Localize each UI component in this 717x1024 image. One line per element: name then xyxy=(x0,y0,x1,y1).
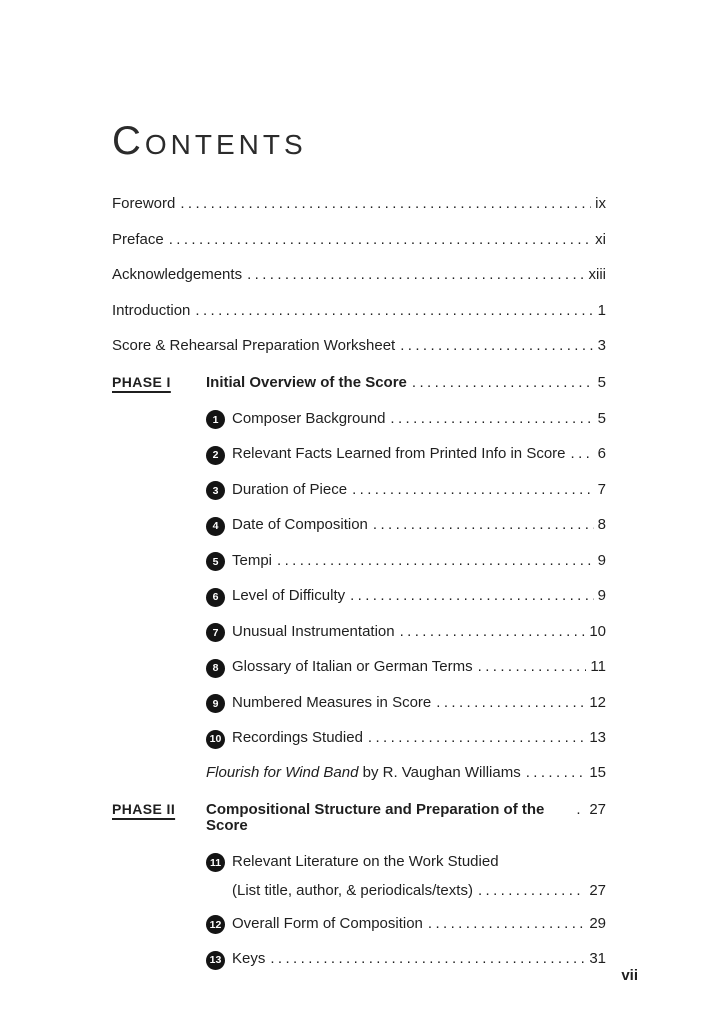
toc-item-page: 29 xyxy=(589,914,606,932)
item-number-badge: 13 xyxy=(206,951,225,970)
work-title-rest: by R. Vaughan Williams xyxy=(358,764,521,781)
toc-item-label: Unusual Instrumentation xyxy=(232,622,395,640)
item-number-badge: 5 xyxy=(206,552,225,571)
toc-item-label: Tempi xyxy=(232,551,273,569)
toc-entry-label: Acknowledgements xyxy=(112,266,243,283)
item-number-badge: 2 xyxy=(206,446,225,465)
toc-item-page: 9 xyxy=(597,551,606,569)
toc-item-label: Keys xyxy=(232,950,266,967)
toc-entry-label: Foreword xyxy=(112,195,176,212)
toc-entry-acknowledgements xyxy=(112,267,606,283)
toc-item-10 xyxy=(206,730,606,749)
toc-item-page: 8 xyxy=(597,516,606,533)
item-number-badge: 12 xyxy=(206,915,225,934)
toc-item-label: Composer Background xyxy=(232,409,386,427)
toc-item-label-line2: (List title, author, & periodicals/texts) xyxy=(232,881,473,899)
toc-item-page: 27 xyxy=(589,881,606,899)
toc-item-label: Numbered Measures in Score xyxy=(232,693,432,711)
toc-entry-page: xiii xyxy=(588,266,606,283)
toc-item-8 xyxy=(206,659,606,678)
item-number-badge: 10 xyxy=(206,730,225,749)
dot-leader xyxy=(573,802,585,818)
toc-item-page: 13 xyxy=(589,729,606,746)
item-number-badge: 7 xyxy=(206,623,225,642)
toc-entry-page: ix xyxy=(595,195,606,212)
dot-leader xyxy=(397,624,586,640)
item-number-badge: 3 xyxy=(206,481,225,500)
toc-item-9 xyxy=(206,694,606,713)
toc-entry-page: 1 xyxy=(597,301,606,319)
toc-entry-page: 15 xyxy=(589,764,606,781)
dot-leader xyxy=(433,695,585,711)
toc-item-page: 5 xyxy=(597,409,606,427)
toc-item-label: Glossary of Italian or German Terms xyxy=(232,658,473,675)
dot-leader xyxy=(347,588,594,604)
toc-entry-label: Introduction xyxy=(112,301,191,319)
toc-item-5 xyxy=(206,552,606,571)
dot-leader xyxy=(425,916,585,932)
toc-item-page: 12 xyxy=(589,693,606,711)
toc-entry-introduction xyxy=(112,303,606,319)
phase-2-page: 27 xyxy=(589,800,606,818)
item-number-badge: 1 xyxy=(206,410,225,429)
toc-item-body xyxy=(232,854,606,899)
toc-item-label-line2-row xyxy=(232,883,606,899)
toc-entry-label: Preface xyxy=(112,230,164,248)
toc-item-page: 31 xyxy=(589,950,606,967)
item-number-badge: 11 xyxy=(206,853,225,872)
toc-item-page: 7 xyxy=(597,480,606,498)
dot-leader xyxy=(166,232,591,248)
item-number-badge: 8 xyxy=(206,659,225,678)
toc-item-page: 6 xyxy=(597,445,606,462)
dot-leader xyxy=(568,446,594,462)
item-number-badge: 9 xyxy=(206,694,225,713)
toc-item-3 xyxy=(206,481,606,500)
toc-item-1 xyxy=(206,410,606,429)
dot-leader xyxy=(267,951,585,967)
toc-entry-work-studied xyxy=(206,765,606,781)
dot-leader xyxy=(349,482,594,498)
dot-leader xyxy=(370,517,594,533)
table-of-contents xyxy=(112,196,606,970)
phase-1-page: 5 xyxy=(597,373,606,391)
dot-leader xyxy=(523,765,586,781)
toc-item-7 xyxy=(206,623,606,642)
item-number-badge: 4 xyxy=(206,517,225,536)
dot-leader xyxy=(274,553,594,569)
toc-item-label: Recordings Studied xyxy=(232,729,363,746)
dot-leader xyxy=(244,267,584,283)
dot-leader xyxy=(475,659,587,675)
work-title-italic: Flourish for Wind Band xyxy=(206,764,359,781)
phase-2-title-row xyxy=(206,802,606,834)
toc-item-12 xyxy=(206,915,606,934)
page-number: vii xyxy=(621,967,638,984)
toc-item-label: Overall Form of Composition xyxy=(232,914,423,932)
dot-leader xyxy=(365,730,585,746)
dot-leader xyxy=(192,303,593,319)
phase-1-label: PHASE I xyxy=(112,373,171,390)
toc-phase-1 xyxy=(112,374,606,391)
toc-item-13 xyxy=(206,951,606,970)
toc-item-4 xyxy=(206,517,606,536)
dot-leader xyxy=(409,375,594,391)
toc-item-2 xyxy=(206,446,606,465)
phase-1-title-row xyxy=(206,375,606,391)
toc-item-6 xyxy=(206,588,606,607)
dot-leader xyxy=(387,411,593,427)
dot-leader xyxy=(397,338,593,354)
toc-phase-2 xyxy=(112,801,606,834)
toc-item-label: Level of Difficulty xyxy=(232,587,346,604)
phase-2-title: Compositional Structure and Preparation of the Score xyxy=(206,800,545,834)
toc-entry-page: xi xyxy=(595,230,606,248)
phase-1-title: Initial Overview of the Score xyxy=(206,373,407,391)
toc-item-page: 9 xyxy=(597,587,606,604)
toc-item-page: 10 xyxy=(589,622,606,640)
toc-item-label: Relevant Literature on the Work Studied xyxy=(232,852,499,870)
item-number-badge: 6 xyxy=(206,588,225,607)
toc-entry-label: Score & Rehearsal Preparation Worksheet xyxy=(112,337,396,354)
toc-content xyxy=(112,0,606,986)
phase-2-label: PHASE II xyxy=(112,800,176,817)
toc-item-label: Duration of Piece xyxy=(232,480,348,498)
page-title: Contents xyxy=(112,119,307,163)
dot-leader xyxy=(177,196,591,212)
toc-entry-worksheet xyxy=(112,338,606,354)
toc-entry-foreword xyxy=(112,196,606,212)
toc-item-label: Relevant Facts Learned from Printed Info in Score xyxy=(232,445,566,462)
toc-item-label: Date of Composition xyxy=(232,516,368,533)
toc-item-11 xyxy=(206,853,606,899)
dot-leader xyxy=(475,883,585,899)
toc-item-page: 11 xyxy=(590,658,606,675)
toc-entry-page: 3 xyxy=(597,337,606,354)
toc-entry-preface xyxy=(112,232,606,248)
